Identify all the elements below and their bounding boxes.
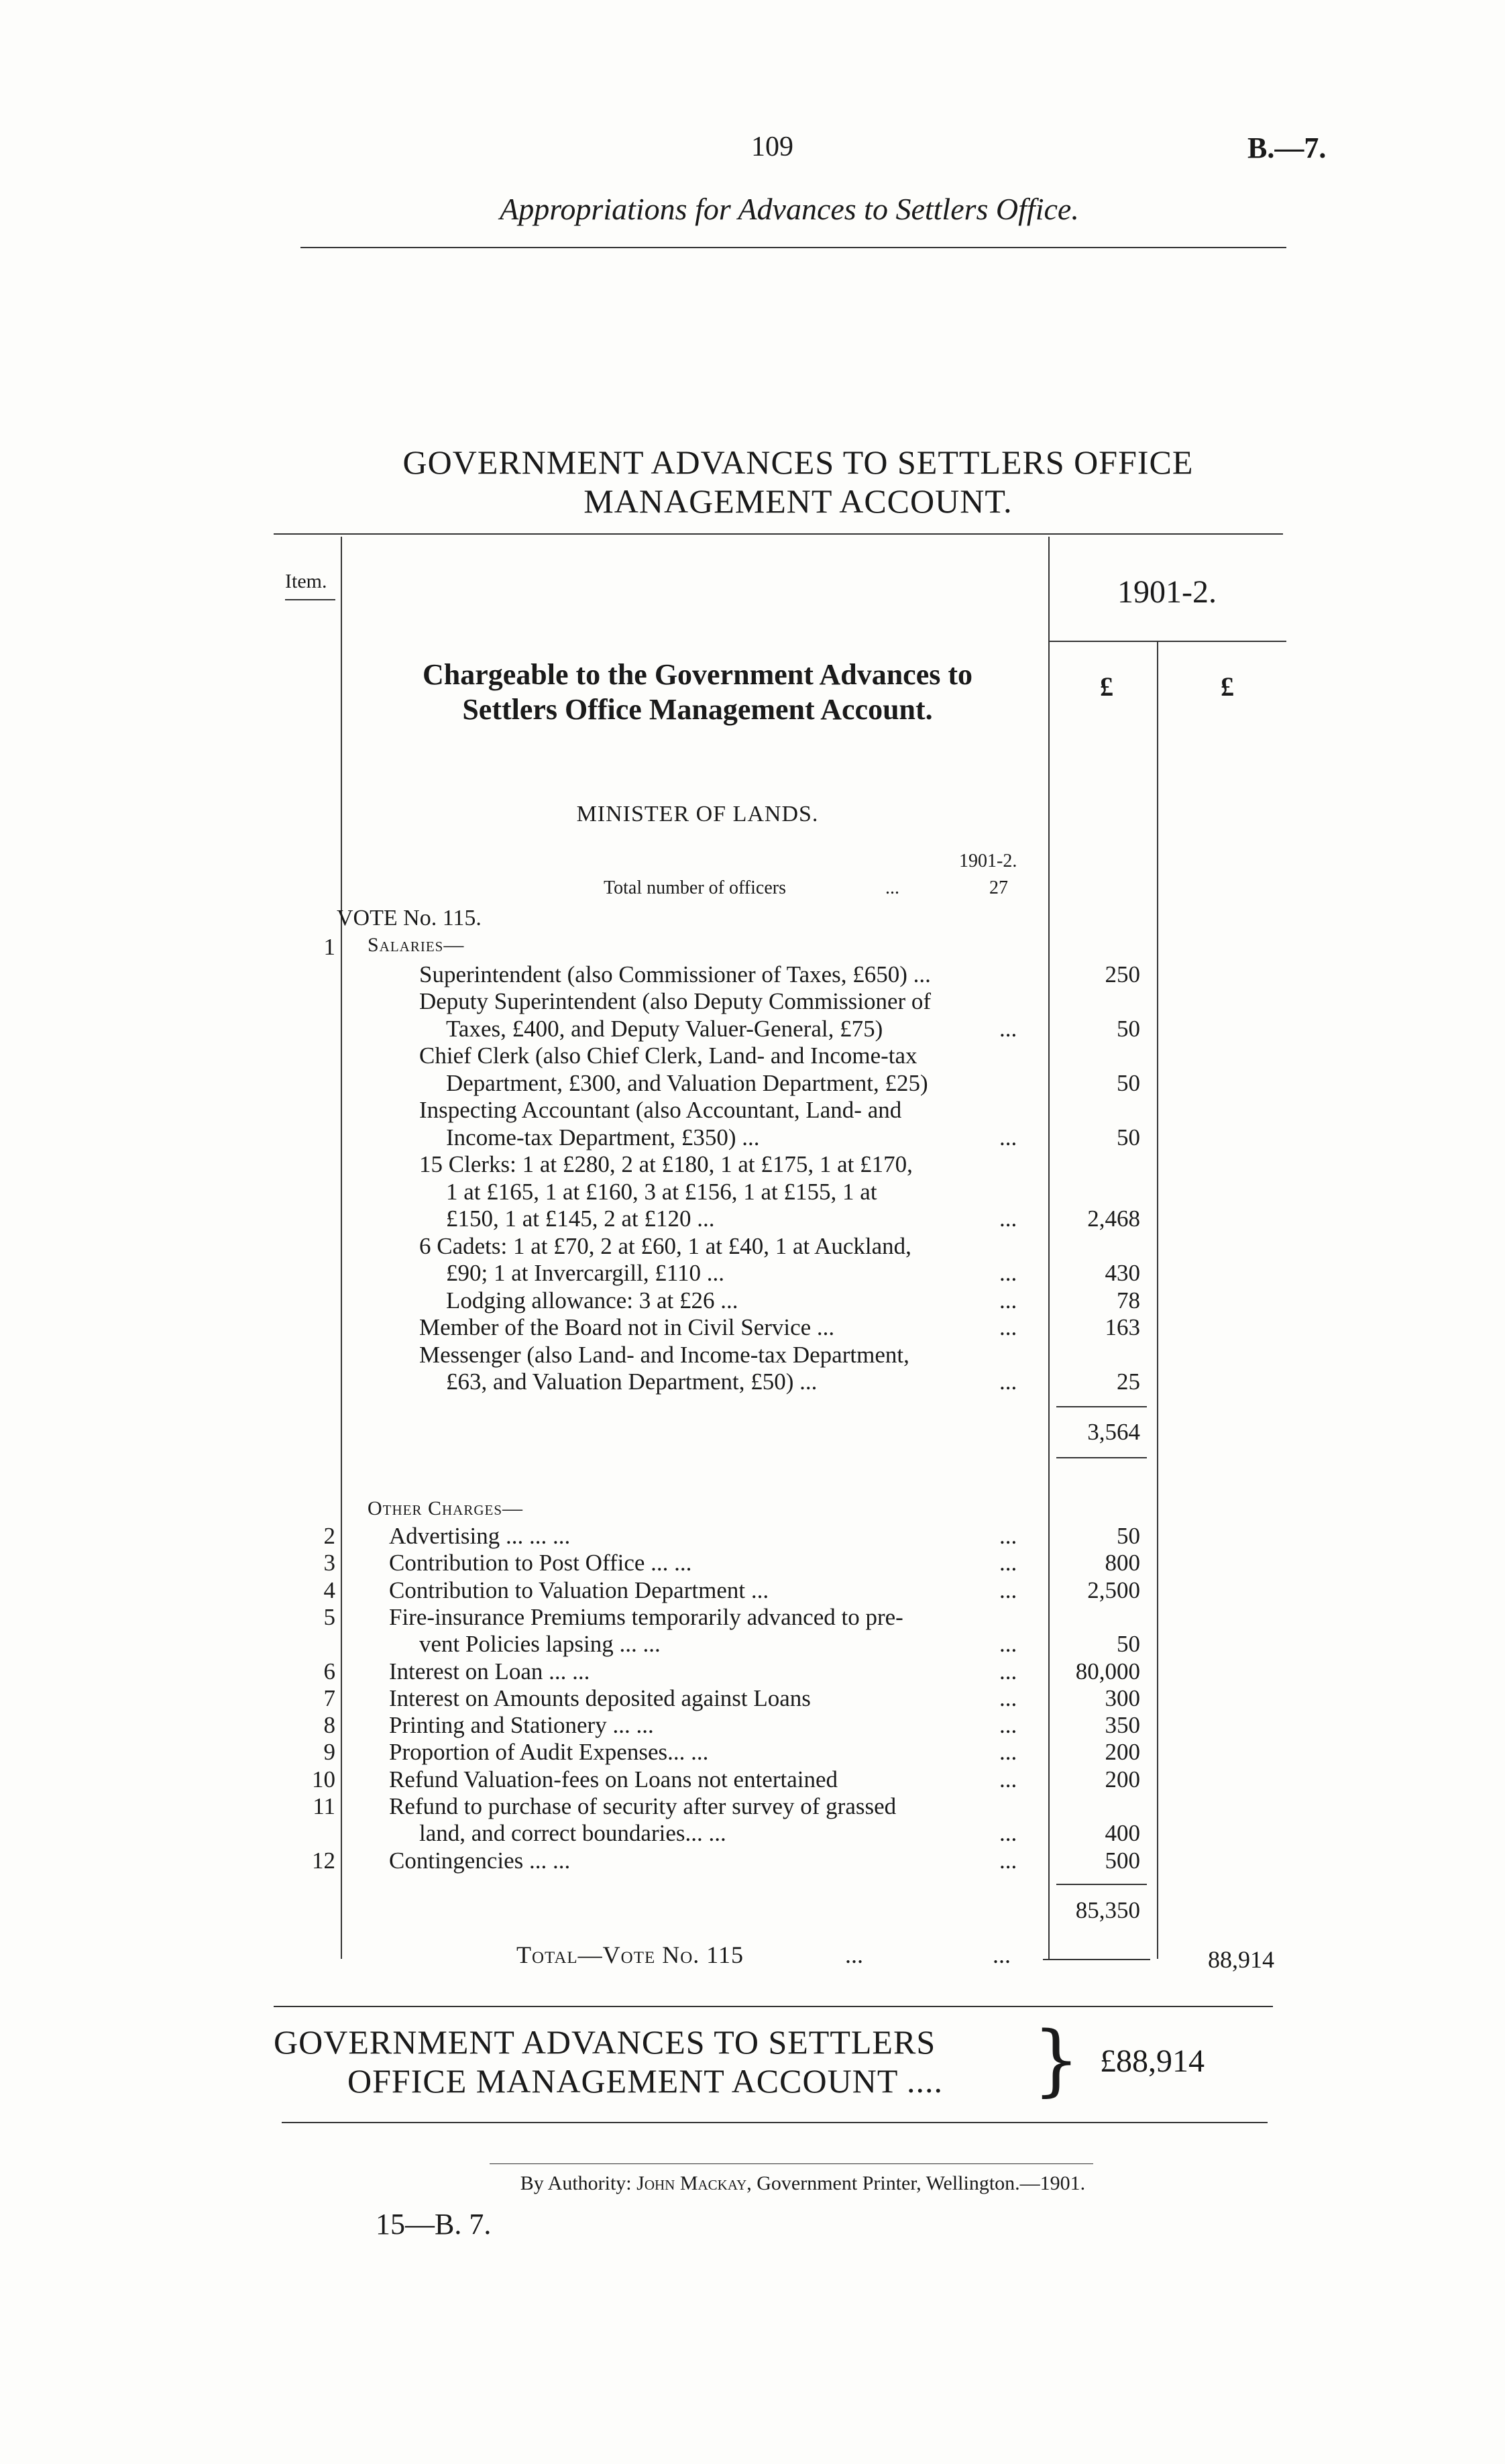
row-amount: 50	[1117, 1124, 1140, 1150]
row-amount: 163	[1105, 1314, 1140, 1340]
officers-dots: ...	[885, 877, 899, 898]
row-amount: 300	[1105, 1684, 1140, 1711]
other-subtotal: 85,350	[1075, 1897, 1140, 1923]
summary-bottom-rule	[282, 2122, 1268, 2123]
row-item-number: 12	[312, 1847, 335, 1874]
title-line-2: MANAGEMENT ACCOUNT.	[583, 482, 1013, 520]
item-head-rule	[285, 599, 335, 600]
chargeable-line-1: Chargeable to the Government Advances to	[422, 658, 972, 691]
table-row	[0, 934, 1505, 961]
page-title	[255, 443, 1341, 521]
total-dots-2: ...	[993, 1941, 1011, 1968]
row-leader-dots: ...	[999, 1550, 1017, 1576]
table-row	[0, 1847, 1505, 1874]
title-line-1: GOVERNMENT ADVANCES TO SETTLERS OFFICE	[402, 443, 1194, 481]
summary-line-1: GOVERNMENT ADVANCES TO SETTLERS	[274, 2023, 936, 2061]
summary-line-2: OFFICE MANAGEMENT ACCOUNT ....	[347, 2062, 943, 2100]
table-row	[0, 1151, 1505, 1178]
row-item-number: 4	[323, 1576, 335, 1603]
row-description: Refund to purchase of security after survey of grassed	[389, 1793, 897, 1819]
row-amount: 78	[1117, 1287, 1140, 1314]
pound-column-header-1: £	[1100, 672, 1113, 702]
table-row	[0, 1658, 1505, 1685]
row-item-number: 7	[323, 1684, 335, 1711]
row-description: Advertising ... ... ...	[389, 1523, 571, 1549]
row-amount: 430	[1105, 1260, 1140, 1286]
row-description: Deputy Superintendent (also Deputy Commissioner of	[419, 988, 932, 1014]
row-description: £150, 1 at £145, 2 at £120 ...	[446, 1206, 715, 1232]
row-description: Refund Valuation-fees on Loans not entertained	[389, 1766, 838, 1792]
table-row	[0, 1314, 1505, 1341]
printer-authority	[0, 2172, 1505, 2195]
row-amount: 800	[1105, 1550, 1140, 1576]
row-amount: 80,000	[1075, 1658, 1140, 1684]
other-subtotal-rule	[1056, 1884, 1147, 1885]
row-item-number: 5	[323, 1603, 335, 1630]
row-description: Contribution to Post Office ... ...	[389, 1550, 692, 1576]
row-item-number: 9	[323, 1739, 335, 1766]
header-rule	[300, 247, 1286, 248]
row-amount: 350	[1105, 1712, 1140, 1739]
row-leader-dots: ...	[999, 1287, 1017, 1314]
salaries-heading: Salaries—	[368, 934, 465, 956]
row-leader-dots: ...	[999, 1369, 1017, 1395]
row-description: Lodging allowance: 3 at £26 ...	[446, 1287, 738, 1314]
row-description: Contribution to Valuation Department ...	[389, 1576, 769, 1603]
salaries-subtotal: 3,564	[1087, 1419, 1140, 1445]
table-row	[0, 1820, 1505, 1847]
salaries-subtotal-rule	[1056, 1406, 1147, 1407]
total-rule	[1043, 1959, 1150, 1960]
table-row	[0, 1260, 1505, 1287]
table-row	[0, 1550, 1505, 1576]
table-row	[0, 1766, 1505, 1793]
printer-name: John Mackay	[636, 2172, 747, 2194]
row-amount: 2,468	[1087, 1206, 1140, 1232]
table-row	[0, 1739, 1505, 1766]
row-item-number: 6	[323, 1658, 335, 1684]
row-description: £90; 1 at Invercargill, £110 ...	[446, 1260, 725, 1286]
row-description: vent Policies lapsing ... ...	[419, 1631, 661, 1658]
row-description: Interest on Loan ... ...	[389, 1658, 590, 1684]
table-row	[0, 1042, 1505, 1069]
row-leader-dots: ...	[999, 1015, 1017, 1042]
table-row	[0, 1070, 1505, 1097]
row-description: land, and correct boundaries... ...	[419, 1820, 726, 1847]
row-item-number: 10	[312, 1766, 335, 1792]
table-row	[0, 1685, 1505, 1712]
total-label: Total—Vote No. 115	[516, 1941, 744, 1968]
row-amount: 200	[1105, 1739, 1140, 1766]
officers-label: Total number of officers	[604, 877, 786, 898]
officers-count: 27	[989, 877, 1008, 898]
row-description: Taxes, £400, and Deputy Valuer-General, £75)	[446, 1015, 883, 1042]
row-item-number: 2	[323, 1523, 335, 1549]
row-leader-dots: ...	[999, 1631, 1017, 1658]
table-row	[0, 1523, 1505, 1550]
row-leader-dots: ...	[999, 1739, 1017, 1766]
row-amount: 2,500	[1087, 1576, 1140, 1603]
table-row	[0, 961, 1505, 988]
row-leader-dots: ...	[999, 1523, 1017, 1549]
row-description: Chief Clerk (also Chief Clerk, Land- and Income-tax	[419, 1042, 917, 1069]
row-description: Department, £300, and Valuation Department, £25)	[446, 1069, 928, 1096]
table-row	[0, 1206, 1505, 1232]
row-description: Messenger (also Land- and Income-tax Department,	[419, 1341, 909, 1368]
row-amount: 50	[1117, 1631, 1140, 1658]
table-row	[0, 1342, 1505, 1369]
row-description: Fire-insurance Premiums temporarily advanced to pre-	[389, 1603, 903, 1630]
row-description: Printing and Stationery ... ...	[389, 1712, 654, 1739]
table-row	[0, 1793, 1505, 1820]
row-amount: 500	[1105, 1847, 1140, 1874]
row-description: 1 at £165, 1 at £160, 3 at £156, 1 at £155, 1 at	[446, 1178, 877, 1205]
summary-brace: }	[1033, 2014, 1080, 2105]
total-amount: 88,914	[1208, 1946, 1274, 1973]
summary-label	[274, 2023, 1032, 2100]
row-leader-dots: ...	[999, 1576, 1017, 1603]
row-description: Inspecting Accountant (also Accountant, Land- and	[419, 1097, 902, 1123]
chargeable-heading	[355, 657, 1040, 727]
row-leader-dots: ...	[999, 1124, 1017, 1150]
page-subtitle: Appropriations for Advances to Settlers Office.	[500, 192, 1079, 226]
row-leader-dots: ...	[999, 1260, 1017, 1286]
table-row	[0, 1124, 1505, 1151]
row-leader-dots: ...	[999, 1206, 1017, 1232]
row-amount: 400	[1105, 1820, 1140, 1847]
row-description: Interest on Amounts deposited against Loans	[389, 1684, 811, 1711]
table-row	[0, 988, 1505, 1015]
row-description: Contingencies ... ...	[389, 1847, 571, 1874]
table-top-rule	[274, 533, 1283, 535]
row-item-number: 1	[323, 934, 335, 960]
row-amount: 50	[1117, 1015, 1140, 1042]
row-description: Superintendent (also Commissioner of Taxes, £650) ...	[419, 961, 931, 987]
page-number: 109	[751, 131, 793, 162]
row-description: Proportion of Audit Expenses... ...	[389, 1739, 709, 1766]
row-leader-dots: ...	[999, 1820, 1017, 1847]
row-description: 6 Cadets: 1 at £70, 2 at £60, 1 at £40, 1 at Auckland,	[419, 1232, 911, 1259]
chargeable-line-2: Settlers Office Management Account.	[462, 693, 933, 726]
row-leader-dots: ...	[999, 1766, 1017, 1792]
authority-suffix: , Government Printer, Wellington.—1901.	[746, 2172, 1086, 2194]
other-charges-heading: Other Charges—	[368, 1497, 524, 1519]
pound-column-header-2: £	[1221, 672, 1234, 702]
vote-number: VOTE No. 115.	[337, 906, 482, 930]
row-description: £63, and Valuation Department, £50) ...	[446, 1369, 818, 1395]
table-row	[0, 1287, 1505, 1314]
table-row	[0, 1233, 1505, 1260]
officers-year: 1901-2.	[959, 851, 1017, 871]
table-row	[0, 1016, 1505, 1042]
row-item-number: 11	[313, 1793, 335, 1819]
year-head-rule	[1048, 641, 1286, 642]
row-amount: 250	[1105, 961, 1140, 987]
table-row	[0, 1604, 1505, 1631]
row-description: 15 Clerks: 1 at £280, 2 at £180, 1 at £175, 1 at £170,	[419, 1151, 913, 1177]
total-dots-1: ...	[845, 1941, 863, 1968]
summary-top-rule	[274, 2006, 1273, 2007]
row-leader-dots: ...	[999, 1712, 1017, 1739]
row-amount: 200	[1105, 1766, 1140, 1792]
row-leader-dots: ...	[999, 1658, 1017, 1684]
table-row	[0, 1179, 1505, 1206]
summary-amount: £88,914	[1100, 2043, 1205, 2079]
table-row	[0, 1712, 1505, 1739]
row-leader-dots: ...	[999, 1684, 1017, 1711]
authority-rule	[490, 2163, 1093, 2164]
minister-heading: MINISTER OF LANDS.	[576, 802, 819, 826]
row-amount: 50	[1117, 1069, 1140, 1096]
table-row	[0, 1631, 1505, 1658]
row-amount: 25	[1117, 1369, 1140, 1395]
document-reference: B.—7.	[1247, 131, 1327, 164]
row-description: Income-tax Department, £350) ...	[446, 1124, 760, 1150]
print-code: 15—B. 7.	[376, 2208, 492, 2241]
row-description: Member of the Board not in Civil Service ...	[419, 1314, 835, 1340]
row-item-number: 8	[323, 1712, 335, 1739]
year-column-header: 1901-2.	[1117, 574, 1217, 610]
row-amount: 50	[1117, 1523, 1140, 1549]
row-leader-dots: ...	[999, 1847, 1017, 1874]
salaries-subtotal-underline	[1056, 1457, 1147, 1458]
row-leader-dots: ...	[999, 1314, 1017, 1340]
table-row	[0, 1577, 1505, 1604]
authority-prefix: By Authority:	[520, 2172, 637, 2194]
table-row	[0, 1369, 1505, 1395]
item-column-header: Item.	[285, 570, 327, 592]
table-row	[0, 1097, 1505, 1124]
row-item-number: 3	[323, 1550, 335, 1576]
